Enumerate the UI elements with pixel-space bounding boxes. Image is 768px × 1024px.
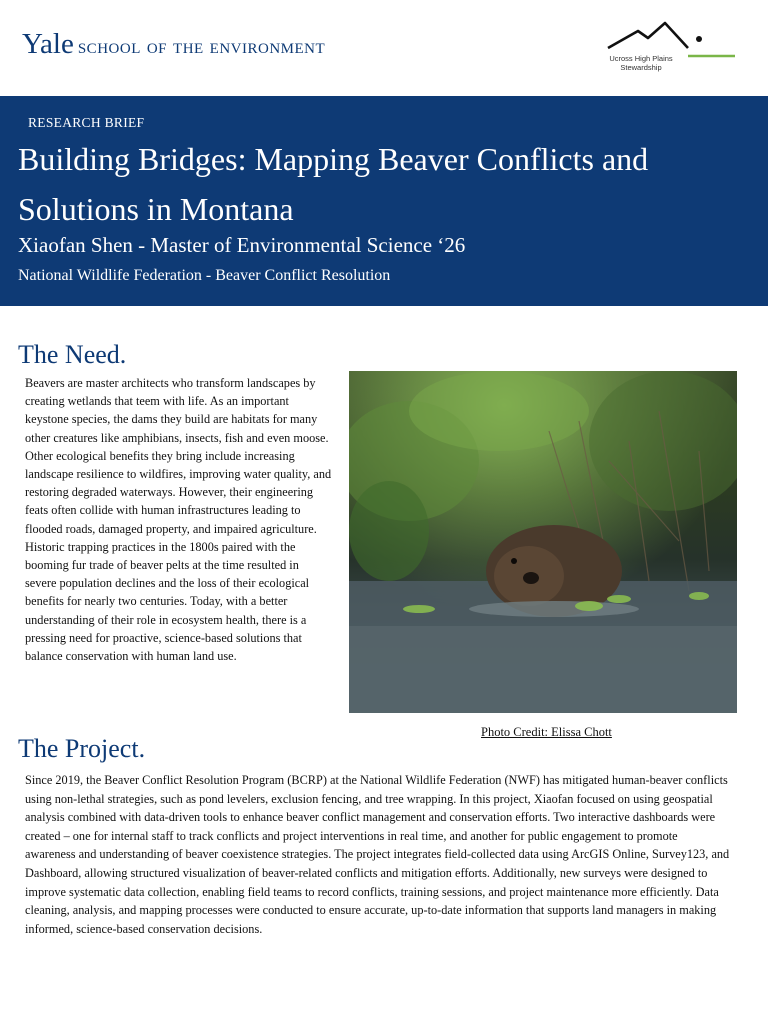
need-body-text: Beavers are master architects who transform landscapes by creating wetlands that teem with life. As an important keystone species, the dams they build are habitats for many other creatures like amphibians, insects, fish and even moose. Other ecological benefits they bring include increasing landscape resilience to wildfires, improving water quality, and restoring degraded waterways. However, their engineering feats often collide with human infrastructures leading to flooded roads, damaged property, and impaired agriculture. Historic trapping practices in the 1800s paired with the booming fur trade of beaver pelts at the time resulted in severe population declines and the loss of their ecological benefits for nearly two centuries. Today, with a better understanding of their role in ecosystem health, there is a pressing need for proactive, science-based solutions that balance conservation with human land use. [25,376,332,664]
beaver-photo [349,371,737,713]
partner-logo-line2: Stewardship [620,63,662,72]
school-name: school of the environment [77,33,326,58]
yale-wordmark: Yale [22,28,74,60]
beaver-illustration [349,371,737,713]
page-title: Building Bridges: Mapping Beaver Conflicts and Solutions in Montana [18,141,649,227]
project-body-text: Since 2019, the Beaver Conflict Resolution Program (BCRP) at the National Wildlife Federation (NWF) has mitigated human-beaver conflicts using non-lethal strategies, such as pond levelers, exclusion fencing, and tree wrapping. In this project, Xiaofan focused on using geospatial analysis combined with data-driven tools to enhance beaver conflict management and conservation efforts. Two interactive dashboards were created – one for internal staff to track conflicts and project interventions in real time, and another for public engagement to promote awareness and understanding of beaver coexistence strategies. The project integrates field-collected data using ArcGIS Online, Survey123, and Dashboard, allowing structured visualization of beaver-related conflicts and mitigation efforts. Additionally, new surveys were designed to improve systematic data collection, enabling field teams to record conflicts, training sessions, and project maintenance more efficiently. Data cleaning, analysis, and mapping processes were conducted to ensure accurate, up-to-date information that supports land managers in making informed, science-based conservation decisions. [25,773,730,936]
project-heading: The Project. [18,734,146,763]
need-heading: The Need. [18,340,127,369]
partner-logo-text [600,54,682,72]
photo-credit-link[interactable]: Photo Credit: Elissa Chott [481,725,612,739]
ucross-logo [600,14,740,78]
page-header [0,0,768,96]
author-line: Xiaofan Shen - Master of Environmental Science ‘26 [18,233,466,257]
yale-school-logo [22,28,325,61]
organization-line: National Wildlife Federation - Beaver Conflict Resolution [18,267,391,284]
eyebrow-label: RESEARCH BRIEF [28,115,145,130]
partner-logo-line1: Ucross High Plains [609,54,673,63]
title-banner [0,96,768,306]
